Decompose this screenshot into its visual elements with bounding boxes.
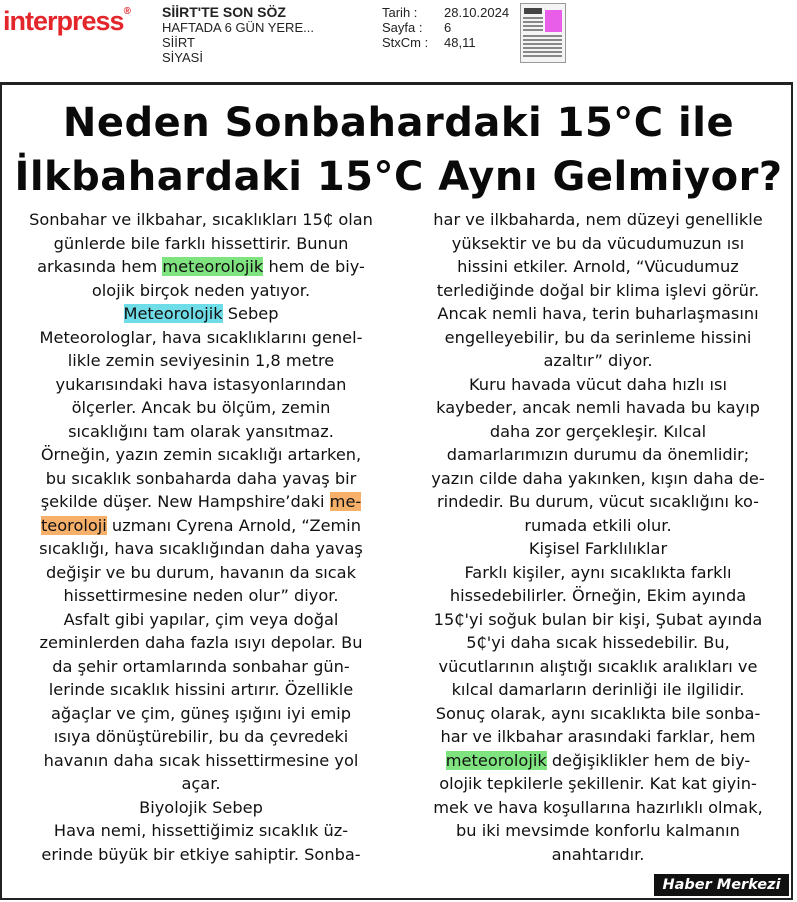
left-column-line: Asfalt gibi yapılar, çim veya doğal <box>63 609 339 629</box>
highlighted-keyword: teoroloji <box>40 515 107 535</box>
stxcm-value: 48,11 <box>444 35 476 50</box>
publication-category: SİYASİ <box>162 50 203 65</box>
right-column-line: kılcal damarların derinliği ile ilgilidir. <box>451 680 745 699</box>
publication-name: SİİRT'TE SON SÖZ <box>162 4 286 20</box>
left-column-line: yukarısındaki hava istasyonlarından <box>55 374 347 394</box>
right-column-line: rumada etkili olur. <box>524 515 672 535</box>
right-column-line: vücutlarının alıştığı sıcaklık aralıkları ve <box>438 656 758 676</box>
date-value: 28.10.2024 <box>444 5 510 20</box>
right-column-line: Sonuç olarak, aynı sıcaklıkta bile sonba- <box>435 703 761 723</box>
interpress-logo: interpress® <box>3 6 130 36</box>
left-column-line: olojik birçok neden yatıyor. <box>91 280 311 300</box>
right-column-line: Ancak nemli hava, terin buharlaşmasını <box>437 304 759 323</box>
left-column-line: zeminlerden daha fazla ısıyı depolar. Bu <box>39 633 363 652</box>
highlighted-keyword: meteorolojik <box>445 750 547 770</box>
left-column-line: havanın daha sıcak hissettirmesine yol <box>43 750 359 770</box>
right-column-line: yüksektir ve bu da vücudumuzun ısı <box>451 233 745 253</box>
title-line-1: Neden Sonbahardaki 15°C ile <box>62 100 735 146</box>
publication-info <box>162 5 314 65</box>
left-column-line: sıcaklığını tam olarak yansıtmaz. <box>68 421 334 441</box>
page-thumbnail[interactable] <box>520 3 566 63</box>
page-value: 6 <box>444 20 452 35</box>
right-column-line: 15₵'yi soğuk bulan bir kişi, Şubat ayında <box>433 609 763 629</box>
right-column-line: azaltır” diyor. <box>543 351 653 370</box>
article-column-left <box>12 208 390 866</box>
left-column-line: da şehir ortamlarında sonbahar gün- <box>52 656 350 676</box>
right-column-line: damarlarımızın durumu da önemlidir; <box>446 445 750 464</box>
left-column-line: sıcaklığı, hava sıcaklığından daha yavaş <box>39 539 363 558</box>
right-column-line: bu iki mevsimde konforlu kalmanın <box>456 821 740 840</box>
right-column-line: terlediğinde doğal bir klima işlevi görür. <box>436 280 760 300</box>
title-line-2: İlkbahardaki 15°C Aynı Gelmiyor? <box>14 154 783 200</box>
publication-city: SİİRT <box>162 35 195 50</box>
right-column-line: engelleyebilir, bu da serinleme hissini <box>444 327 752 347</box>
left-column-line: Örneğin, yazın zemin sıcaklığı artarken, <box>40 445 362 464</box>
left-column-line: Sonbahar ve ilkbahar, sıcaklıkları 15₵ olan <box>29 210 373 229</box>
article-title <box>0 96 797 204</box>
left-column-line: lerinde sıcaklık hissini artırır. Özellikle <box>48 680 354 699</box>
left-column-line: erinde büyük bir etkiye sahiptir. Sonba- <box>41 844 361 864</box>
clipping-meta <box>382 5 509 50</box>
right-column-line: har ve ilkbaharda, nem düzeyi genellikle <box>433 210 763 229</box>
right-column-line: yazın cilde daha yakınken, kışın daha de- <box>431 468 765 488</box>
right-column-line: anahtarıdır. <box>551 844 645 864</box>
left-column-line: günlerde bile farklı hissettirir. Bunun <box>53 233 349 253</box>
right-column-line: Kuru havada vücut daha hızlı ısı <box>469 374 727 394</box>
right-column-line: hissini etkiler. Arnold, “Vücudumuz <box>457 257 739 276</box>
right-column-line: olojik tepkilerle şekillenir. Kat kat giyin- <box>439 774 757 793</box>
right-column-line: daha zor gerçekleşir. Kılcal <box>489 421 707 441</box>
date-label: Tarih : <box>382 5 418 20</box>
left-column-line: ölçerler. Ancak bu ölçüm, zemin <box>71 398 331 417</box>
right-column-line: 5₵'yi daha sıcak hissedebilir. Bu, <box>466 633 730 652</box>
article-column-right <box>410 208 786 866</box>
left-column-line: likle zemin seviyesinin 1,8 metre <box>67 351 335 370</box>
left-column-line: arkasında hem meteorolojik hem de biy- <box>37 257 365 276</box>
right-column-line: hissedebilirler. Örneğin, Ekim ayında <box>449 586 747 605</box>
right-column-line: kaybeder, ancak nemli havada bu kayıp <box>436 398 760 417</box>
left-column-line: açar. <box>181 774 221 793</box>
right-column-line: Farklı kişiler, aynı sıcaklıkta farklı <box>464 562 732 582</box>
left-column-line: Meteorolojik Sebep <box>123 304 279 323</box>
left-column-line: ağaçlar ve çim, güneş ışığını iyi emip <box>50 703 352 723</box>
left-column-line: değişir ve bu durum, havanın da sıcak <box>46 562 356 582</box>
highlighted-keyword: Meteorolojik <box>123 304 223 323</box>
right-column-line: Kişisel Farklılıklar <box>528 539 668 558</box>
publication-frequency: HAFTADA 6 GÜN YERE... <box>162 20 314 35</box>
left-column-line: bu sıcaklık sonbaharda daha yavaş bir <box>45 468 357 488</box>
highlighted-keyword: me- <box>329 492 362 511</box>
left-column-line: Biyolojik Sebep <box>139 797 263 817</box>
left-column-line: Hava nemi, hissettiğimiz sıcaklık üz- <box>53 821 349 840</box>
highlighted-keyword: meteorolojik <box>162 257 264 276</box>
right-column-line: har ve ilkbahar arasındaki farklar, hem <box>440 727 756 746</box>
left-column-line: şekilde düşer. New Hampshire’daki me- <box>40 492 362 511</box>
left-column-line: Meteorologlar, hava sıcaklıklarını genel- <box>39 327 363 347</box>
author-signature: Haber Merkezi <box>654 874 789 896</box>
page-label: Sayfa : <box>382 20 423 35</box>
right-column-line: meteorolojik değişiklikler hem de biy- <box>445 750 751 770</box>
stxcm-label: StxCm : <box>382 35 429 50</box>
left-column-line: hissettirmesine neden olur” diyor. <box>63 586 339 605</box>
left-column-line: teoroloji uzmanı Cyrena Arnold, “Zemin <box>40 515 362 535</box>
left-column-line: ısıya dönüştürebilir, bu da çevredeki <box>53 727 349 746</box>
right-column-line: mek ve hava koşullarına hazırlıklı olmak, <box>433 797 763 817</box>
right-column-line: rindedir. Bu durum, vücut sıcaklığını ko- <box>436 492 760 511</box>
